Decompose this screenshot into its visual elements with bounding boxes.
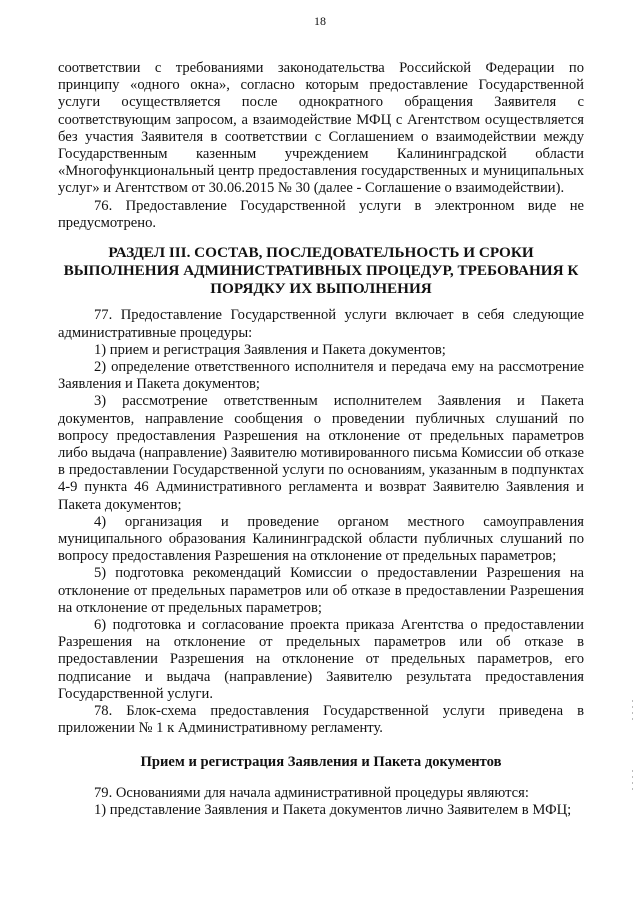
margin-scan-marks — [632, 770, 634, 794]
list-item-5: 5) подготовка рекомендаций Комиссии о предоставлении Разрешения на отклонение от предельных параметров или об отказе в предоставлении Разрешения на отклонение от предельных параметров; — [58, 565, 584, 616]
page-number: 18 — [314, 14, 326, 28]
paragraph-continuation: соответствии с требованиями законодательства Российской Федерации по принципу «одного окна», согласно которым предоставление Государственной услуги осуществляется после однократного обращения Заявителя с соответствующим запросом, а взаимодействие МФЦ с Агентством осуществляется без участия Заявителя в соответствии с Соглашением о взаимодействии между Государственным казенным учреждением Калининградской области «Многофункциональный центр предоставления государственных и муниципальных услуг» и Агентством от 30.06.2015 № 30 (далее - Соглашение о взаимодействии). — [58, 60, 584, 197]
subsection-title: Прием и регистрация Заявления и Пакета документов — [140, 753, 502, 770]
list-item-1: 1) прием и регистрация Заявления и Пакета документов; — [94, 341, 446, 358]
list-item-79-1: 1) представление Заявления и Пакета документов лично Заявителем в МФЦ; — [94, 801, 572, 818]
list-item-4: 4) организация и проведение органом местного самоуправления муниципального образования Калининградской области публичных слушаний по вопросу предоставления Разрешения на отклонение от предельных параметров; — [58, 513, 584, 565]
section-title: РАЗДЕЛ III. СОСТАВ, ПОСЛЕДОВАТЕЛЬНОСТЬ И СРОКИ ВЫПОЛНЕНИЯ АДМИНИСТРАТИВНЫХ ПРОЦЕДУР, ТРЕБОВАНИЯ К ПОРЯДКУ ИХ ВЫПОЛНЕНИЯ — [63, 244, 579, 297]
paragraph-78: 78. Блок-схема предоставления Государственной услуги приведена в приложении № 1 к Административному регламенту. — [58, 703, 584, 737]
list-item-3: 3) рассмотрение ответственным исполнителем Заявления и Пакета документов, направление сообщения о проведении публичных слушаний по вопросу предоставления Разрешения на отклонение от предельных параметров либо выдача (направление) Заявителю мотивированного письма Комиссии об отказе в предоставлении Государственной услуги по основаниям, указанным в подпунктах 4-9 пункта 46 Административного регламента и возврат Заявителю Заявления и Пакета документов; — [58, 393, 584, 513]
paragraph-76: 76. Предоставление Государственной услуги в электронном виде не предусмотрено. — [58, 197, 584, 231]
list-item-2: 2) определение ответственного исполнителя и передача ему на рассмотрение Заявления и Пакета документов; — [58, 359, 584, 393]
paragraph-77: 77. Предоставление Государственной услуги включает в себя следующие административные процедуры: — [58, 307, 584, 341]
list-item-6: 6) подготовка и согласование проекта приказа Агентства о предоставлении Разрешения на отклонение от предельных параметров или об отказе в предоставлении Разрешения на отклонение от предельных параметров, его подписание и выдача (направление) Заявителю результата предоставления Государственной услуги. — [58, 617, 584, 702]
margin-scan-marks — [632, 700, 634, 724]
paragraph-79: 79. Основаниями для начала административной процедуры являются: — [94, 784, 529, 801]
document-body — [58, 60, 584, 819]
